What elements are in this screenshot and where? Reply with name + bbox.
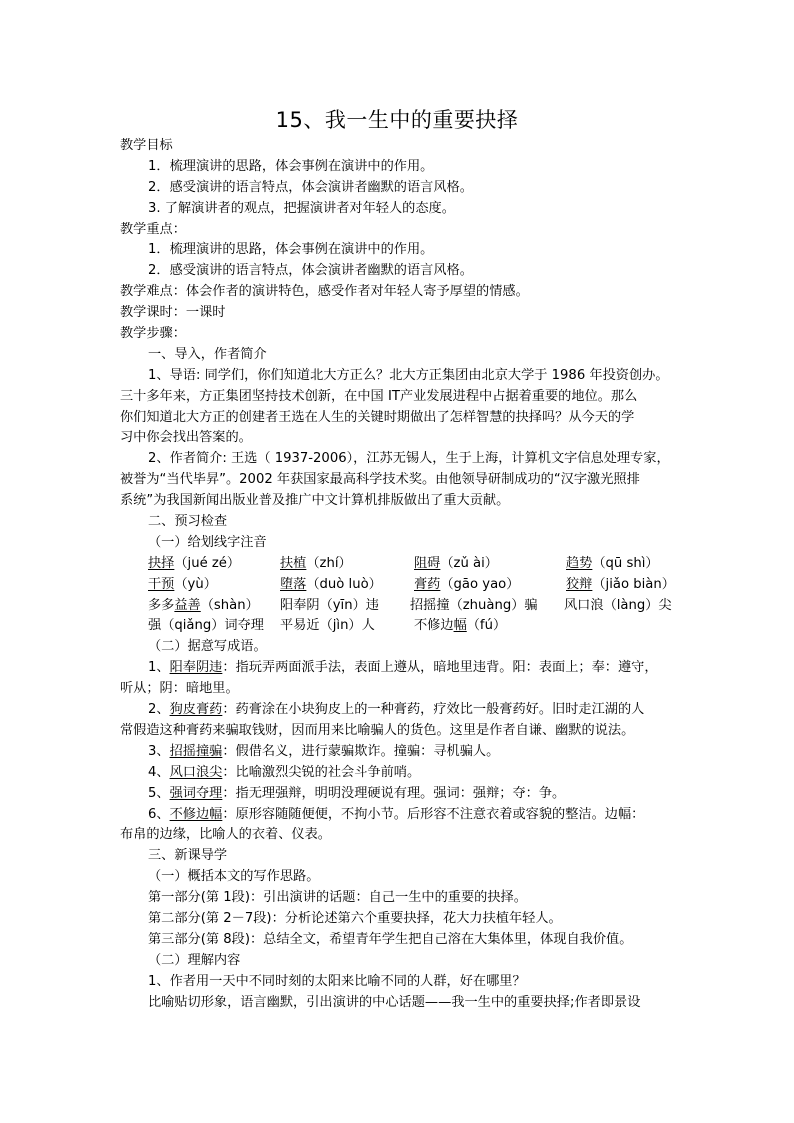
underlined-word: 膏药 bbox=[414, 576, 441, 592]
pinyin-text: （yù） bbox=[174, 576, 217, 592]
pinyin-text: （jìn）人 bbox=[319, 618, 375, 634]
paragraph-line: 三十多年来，方正集团坚持技术创新，在中国 IT产业发展进程中占据着重要的地位。那么 bbox=[120, 388, 638, 404]
underlined-word: 狡辩 bbox=[566, 576, 593, 592]
idiom-list bbox=[120, 658, 682, 846]
pinyin-row bbox=[120, 596, 682, 617]
pinyin-text: （yīn）违 bbox=[319, 597, 379, 613]
pinyin-row bbox=[120, 554, 682, 575]
pinyin-row bbox=[120, 575, 682, 596]
section-heading: 一、导入，作者简介 bbox=[148, 346, 267, 362]
idiom-number: 5、 bbox=[148, 785, 170, 801]
page-title: 15、我一生中的重要抉择 bbox=[275, 108, 519, 132]
idiom-line bbox=[120, 742, 682, 763]
idiom-number: 1、 bbox=[148, 660, 170, 676]
underlined-word: 堕落 bbox=[280, 576, 307, 592]
underlined-word: 抉择 bbox=[148, 555, 175, 571]
pinyin-item bbox=[148, 554, 240, 575]
answer-line: 比喻贴切形象，语言幽默，引出演讲的中心话题——我一生中的重要抉择;作者即景设 bbox=[148, 994, 641, 1010]
pinyin-text: （zhí） bbox=[306, 555, 352, 571]
paragraph-line: 2、作者简介: 王选（ 1937-2006），江苏无锡人，生于上海，计算机文字信息处理专家， bbox=[148, 451, 670, 467]
idiom-line bbox=[120, 763, 682, 784]
idiom-definition: ：假借名义，进行蒙骗欺诈。撞骗：寻机骗人。 bbox=[222, 743, 500, 759]
idiom-term: 风口浪尖 bbox=[169, 764, 223, 780]
pinyin-item bbox=[414, 616, 506, 637]
idiom-term: 狗皮膏药 bbox=[169, 702, 223, 718]
document-body bbox=[120, 136, 682, 1013]
underlined-word: 阻碍 bbox=[414, 555, 441, 571]
pinyin-item bbox=[148, 575, 217, 596]
steps-heading: 教学步骤： bbox=[120, 326, 186, 342]
goal-item: 1．梳理演讲的思路，体会事例在演讲中的作用。 bbox=[148, 158, 434, 174]
paragraph-line: 1、导语: 同学们，你们知道北大方正么？北大方正集团由北京大学于 1986 年投资创办。 bbox=[148, 367, 669, 383]
pinyin-text: （qū shì） bbox=[592, 555, 659, 571]
pinyin-item bbox=[280, 596, 379, 617]
idiom-number: 4、 bbox=[148, 764, 170, 780]
pinyin-item bbox=[410, 596, 538, 617]
idiom-line bbox=[120, 700, 682, 721]
pinyin-item bbox=[280, 554, 352, 575]
pinyin-prefix: 阳奉阴 bbox=[280, 597, 320, 613]
pinyin-prefix: 平易近 bbox=[280, 618, 320, 634]
pinyin-text: （jué zé） bbox=[174, 555, 241, 571]
idiom-term: 阳奉阴违 bbox=[169, 660, 223, 676]
idiom-definition: ：指无理强辩，明明没理硬说有理。强词：强辩；夺：争。 bbox=[222, 785, 566, 801]
paragraph-line: 被誉为“当代毕昇”。2002 年获国家最高科学技术奖。由他领导研制成功的“汉字激光照排 bbox=[120, 472, 640, 488]
pinyin-text: （zhuàng）骗 bbox=[449, 597, 538, 613]
pinyin-item bbox=[280, 616, 375, 637]
subsection-heading: （一）概括本文的写作思路。 bbox=[148, 869, 320, 885]
idiom-definition: 布帛的边缘，比喻人的衣着、仪表。 bbox=[120, 827, 331, 843]
idiom-line bbox=[120, 721, 682, 742]
goal-item: 3. 了解演讲者的观点，把握演讲者对年轻人的态度。 bbox=[148, 200, 455, 216]
section-heading: 三、新课导学 bbox=[148, 848, 228, 864]
pinyin-item bbox=[148, 596, 259, 617]
pinyin-text: （shàn） bbox=[200, 597, 259, 613]
idiom-definition: ：指玩弄两面派手法，表面上遵从，暗地里违背。阳：表面上；奉：遵守， bbox=[222, 660, 658, 676]
difficulty-line: 教学难点：体会作者的演讲特色，感受作者对年轻人寄予厚望的情感。 bbox=[120, 284, 529, 300]
pinyin-text: （làng）尖 bbox=[603, 597, 672, 613]
idiom-line bbox=[120, 805, 682, 826]
pinyin-item bbox=[280, 575, 382, 596]
pinyin-prefix: 风口浪 bbox=[564, 597, 604, 613]
pinyin-item bbox=[148, 616, 264, 637]
outline-part: 第一部分(第 1段)：引出演讲的话题：自己一生中的重要的抉择。 bbox=[148, 890, 527, 906]
idiom-definition: ：原形容随随便便，不拘小节。后形容不注意衣着或容貌的整洁。边幅： bbox=[222, 806, 645, 822]
pinyin-prefix: 招摇撞 bbox=[410, 597, 450, 613]
idiom-number: 2、 bbox=[148, 702, 170, 718]
pinyin-table bbox=[120, 554, 682, 638]
subsection-heading: （二）理解内容 bbox=[148, 952, 241, 968]
pinyin-item bbox=[564, 596, 672, 617]
key-point-item: 1．梳理演讲的思路，体会事例在演讲中的作用。 bbox=[148, 242, 434, 258]
pinyin-item bbox=[566, 575, 675, 596]
pinyin-row bbox=[120, 616, 682, 637]
goals-heading: 教学目标 bbox=[120, 138, 173, 153]
idiom-definition: 常假造这种膏药来骗取钱财，因而用来比喻骗人的货色。这里是作者自谦、幽默的说法。 bbox=[120, 722, 635, 738]
question-line: 1、作者用一天中不同时刻的太阳来比喻不同的人群，好在哪里？ bbox=[148, 973, 526, 989]
pinyin-text: （qiǎng）词夺理 bbox=[161, 618, 264, 634]
idiom-line bbox=[120, 784, 682, 805]
pinyin-text: （jiǎo biàn） bbox=[592, 576, 675, 592]
outline-part: 第二部分(第 2－7段)：分析论述第六个重要抉择，花大力扶植年轻人。 bbox=[148, 910, 562, 926]
subsection-heading: （一）给划线字注音 bbox=[148, 534, 267, 550]
pinyin-text: （zǔ ài） bbox=[440, 555, 498, 571]
underlined-word: 幅 bbox=[453, 618, 467, 634]
idiom-number: 6、 bbox=[148, 806, 170, 822]
outline-part: 第三部分(第 8段)：总结全文，希望青年学生把自己溶在大集体里，体现自我价值。 bbox=[148, 931, 633, 947]
pinyin-text: （fú） bbox=[466, 618, 507, 634]
pinyin-item bbox=[414, 554, 498, 575]
pinyin-text: （gāo yao） bbox=[440, 576, 520, 592]
hours-line: 教学课时：一课时 bbox=[120, 305, 226, 321]
subsection-heading: （二）据意写成语。 bbox=[148, 639, 267, 655]
pinyin-item bbox=[414, 575, 519, 596]
pinyin-prefix: 不修边 bbox=[414, 618, 454, 634]
paragraph-line: 你们知道北大方正的创建者王选在人生的关键时期做出了怎样智慧的抉择吗？从今天的学 bbox=[120, 409, 635, 425]
idiom-line bbox=[120, 658, 682, 679]
goal-item: 2．感受演讲的语言特点，体会演讲者幽默的语言风格。 bbox=[148, 179, 473, 195]
pinyin-prefix: 强 bbox=[148, 618, 162, 634]
underlined-word: 扶植 bbox=[280, 555, 307, 571]
paragraph-line: 习中你会找出答案的。 bbox=[120, 430, 252, 446]
paragraph-line: 系统”为我国新闻出版业普及推广中文计算机排版做出了重大贡献。 bbox=[120, 493, 510, 509]
underlined-word: 干预 bbox=[148, 576, 175, 592]
section-heading: 二、预习检查 bbox=[148, 514, 228, 530]
idiom-definition: 听从；阴：暗地里。 bbox=[120, 681, 239, 697]
idiom-definition: ：比喻激烈尖锐的社会斗争前哨。 bbox=[222, 764, 421, 780]
idiom-number: 3、 bbox=[148, 743, 170, 759]
pinyin-item bbox=[566, 554, 659, 575]
key-points-heading: 教学重点： bbox=[120, 221, 186, 237]
underlined-word: 益善 bbox=[174, 597, 201, 613]
key-point-item: 2．感受演讲的语言特点，体会演讲者幽默的语言风格。 bbox=[148, 263, 473, 279]
pinyin-text: （duò luò） bbox=[306, 576, 382, 592]
idiom-line bbox=[120, 825, 682, 846]
idiom-term: 招摇撞骗 bbox=[169, 743, 223, 759]
idiom-definition: ：药膏涂在小块狗皮上的一种膏药，疗效比一般膏药好。旧时走江湖的人 bbox=[222, 702, 645, 718]
pinyin-prefix: 多多 bbox=[148, 597, 175, 613]
idiom-term: 强词夺理 bbox=[169, 785, 223, 801]
underlined-word: 趋势 bbox=[566, 555, 593, 571]
idiom-line bbox=[120, 679, 682, 700]
idiom-term: 不修边幅 bbox=[169, 806, 223, 822]
